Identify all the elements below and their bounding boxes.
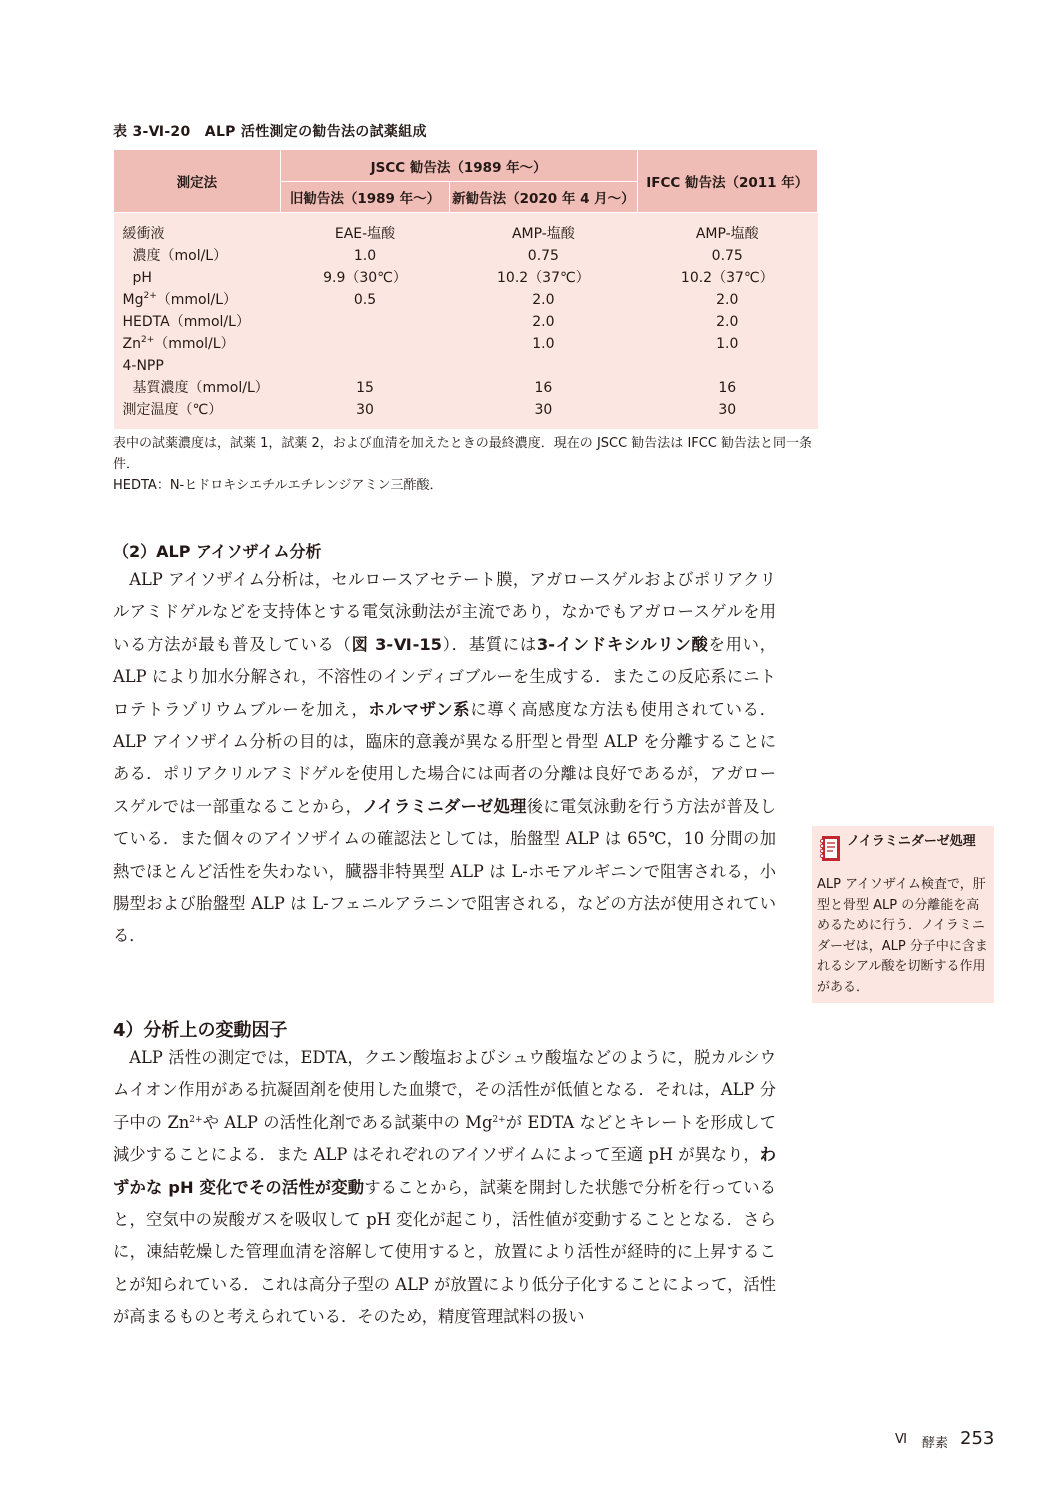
paragraph-factors: ALP 活性の測定では，EDTA，クエン酸塩およびシュウ酸塩などのように，脱カルシウムイオン作用がある抗凝固剤を使用した血漿で，その活性が低値となる．それは，ALP 分子中の $Zn^{2+}$や ALP の活性化剤である試薬中の $Mg^{2+}$が EDTA などとキレートを形成して減少することによる．また ALP はそれぞれのアイソザイムによって至適 pH が異なり，わずかな pH 変化でその活性が変動することから，試薬を開封した状態で分析を行っていると，空気中の炭酸ガスを吸収して pH 変化が起こり，活性値が変動することとなる．さらに，凍結乾燥した管理血清を溶解して使用すると，放置により活性が経時的に上昇することが知られている．これは高分子型の ALP が放置により低分子化することによって，活性が高まるものと考えられている．そのため，精度管理試料の扱い [113, 1048, 776, 1327]
page-number: 253 [960, 1428, 995, 1449]
figure-reference: 図 3-Ⅵ-15 [351, 634, 443, 654]
section-heading-factors: 4）分析上の変動因子 [113, 1020, 288, 1041]
cell: 2.0 [532, 292, 555, 308]
label-hedta: HEDTA（mmol/L） [122, 314, 250, 330]
cell: 15 [356, 380, 374, 396]
cell: 10.2（37℃） [680, 270, 774, 286]
column-new [450, 213, 637, 430]
cell: 1.0 [532, 336, 555, 352]
column-ifcc [637, 213, 817, 430]
cell: 2.0 [532, 314, 555, 330]
cell: 16 [534, 380, 553, 396]
cell [280, 333, 449, 355]
column-old [280, 213, 449, 430]
label-buffer: 緩衝液 [122, 226, 165, 242]
table-note-1: 表中の試薬濃度は，試薬 1，試薬 2，および血清を加えたときの最終濃度．現在の JSCC 勧告法は IFCC 勧告法と同一条件． [113, 436, 813, 472]
cell [280, 311, 449, 333]
header-jscc-old: 旧勧告法（1989 年〜） [280, 182, 449, 213]
footer-chapter: Ⅵ [895, 1432, 907, 1447]
cell: 0.5 [353, 292, 377, 308]
footer-title: 酵素 [922, 1436, 949, 1451]
cell: AMP-塩酸 [511, 226, 575, 242]
cell: 1.0 [716, 336, 739, 352]
cell [280, 355, 449, 377]
header-method: 測定法 [114, 150, 281, 213]
cell: 10.2（37℃） [497, 270, 590, 286]
row-labels [114, 213, 281, 430]
label-npp: 4-NPP [122, 358, 164, 374]
sidenote-title: ノイラミニダーゼ処理 [847, 834, 976, 849]
cell: 0.75 [527, 248, 559, 264]
cell: 30 [534, 402, 553, 418]
cell: 2.0 [716, 292, 739, 308]
cell: 30 [718, 402, 737, 418]
label-zn: $Zn^{2+}(mmol/L)$ [122, 335, 235, 352]
label-substrate: 基質濃度（mmol/L） [132, 380, 269, 396]
paragraph-isozyme: ALP アイソザイム分析は，セルロースアセテート膜，アガロースゲルおよびポリアクリルアミドゲルなどを支持体とする電気泳動法が主流であり，なかでもアガロースゲルを用いる方法が最も普及している（図 3-Ⅵ-15）．基質には3-インドキシルリン酸を用い，ALP により加水分解され，不溶性のインディゴブルーを生成する．またこの反応系にニトロテトラゾリウムブルーを加え，ホルマザン系に導く高感度な方法も使用されている．ALP アイソザイム分析の目的は，臨床的意義が異なる肝型と骨型 ALP を分離することにある．ポリアクリルアミドゲルを使用した場合には両者の分離は良好であるが，アガロースゲルでは一部重なることから，ノイラミニダーゼ処理後に電気泳動を行う方法が普及している．また個々のアイソザイムの確認法としては，胎盤型 ALP は 65℃，10 分間の加熱でほとんど活性を失わない，臓器非特異型 ALP は L-ホモアルギニンで阻害される，小腸型および胎盤型 ALP は L-フェニルアラニンで阻害される，などの方法が使用されている． [113, 570, 776, 946]
sidenote-body: ALP アイソザイム検査で，肝型と骨型 ALP の分離能を高めるために行う．ノイラミニダーゼは，ALP 分子中に含まれるシアル酸を切断する作用がある． [817, 877, 988, 995]
cell: 1.0 [353, 248, 377, 264]
reagent-table [113, 149, 818, 429]
table-note [113, 433, 823, 496]
header-jscc: JSCC 勧告法（1989 年〜） [280, 150, 637, 182]
table-note-2: HEDTA：N-ヒドロキシエチルエチレンジアミン三酢酸． [113, 478, 443, 493]
cell [637, 355, 817, 377]
cell: 2.0 [716, 314, 739, 330]
label-temp: 測定温度（℃） [122, 402, 223, 418]
cell [450, 355, 637, 377]
keyword-indoxyl: 3-インドキシルリン酸 [536, 634, 709, 654]
cell: 9.9（30℃） [323, 270, 407, 286]
cell: 0.75 [711, 248, 743, 264]
cell: 30 [356, 402, 374, 418]
notebook-icon [819, 835, 841, 862]
cell: 16 [718, 380, 737, 396]
keyword-neuraminidase: ノイラミニダーゼ処理 [362, 796, 527, 816]
header-jscc-new: 新勧告法（2020 年 4 月〜） [450, 182, 637, 213]
keyword-ph-change: わずかな pH 変化でその活性が変動 [113, 1145, 776, 1197]
section-heading-isozyme: （2）ALP アイソザイム分析 [113, 542, 322, 561]
label-mg: $Mg^{2+}(mmol/L)$ [122, 291, 237, 308]
table-caption: 表 3-Ⅵ-20 ALP 活性測定の勧告法の試薬組成 [113, 124, 427, 140]
sidenote-box [812, 826, 994, 1003]
label-conc: 濃度（mol/L） [132, 248, 228, 264]
cell: AMP-塩酸 [695, 226, 759, 242]
keyword-formazan: ホルマザン系 [368, 699, 471, 719]
header-ifcc: IFCC 勧告法（2011 年） [637, 150, 817, 213]
label-ph: pH [132, 270, 152, 286]
cell: EAE-塩酸 [334, 226, 396, 242]
